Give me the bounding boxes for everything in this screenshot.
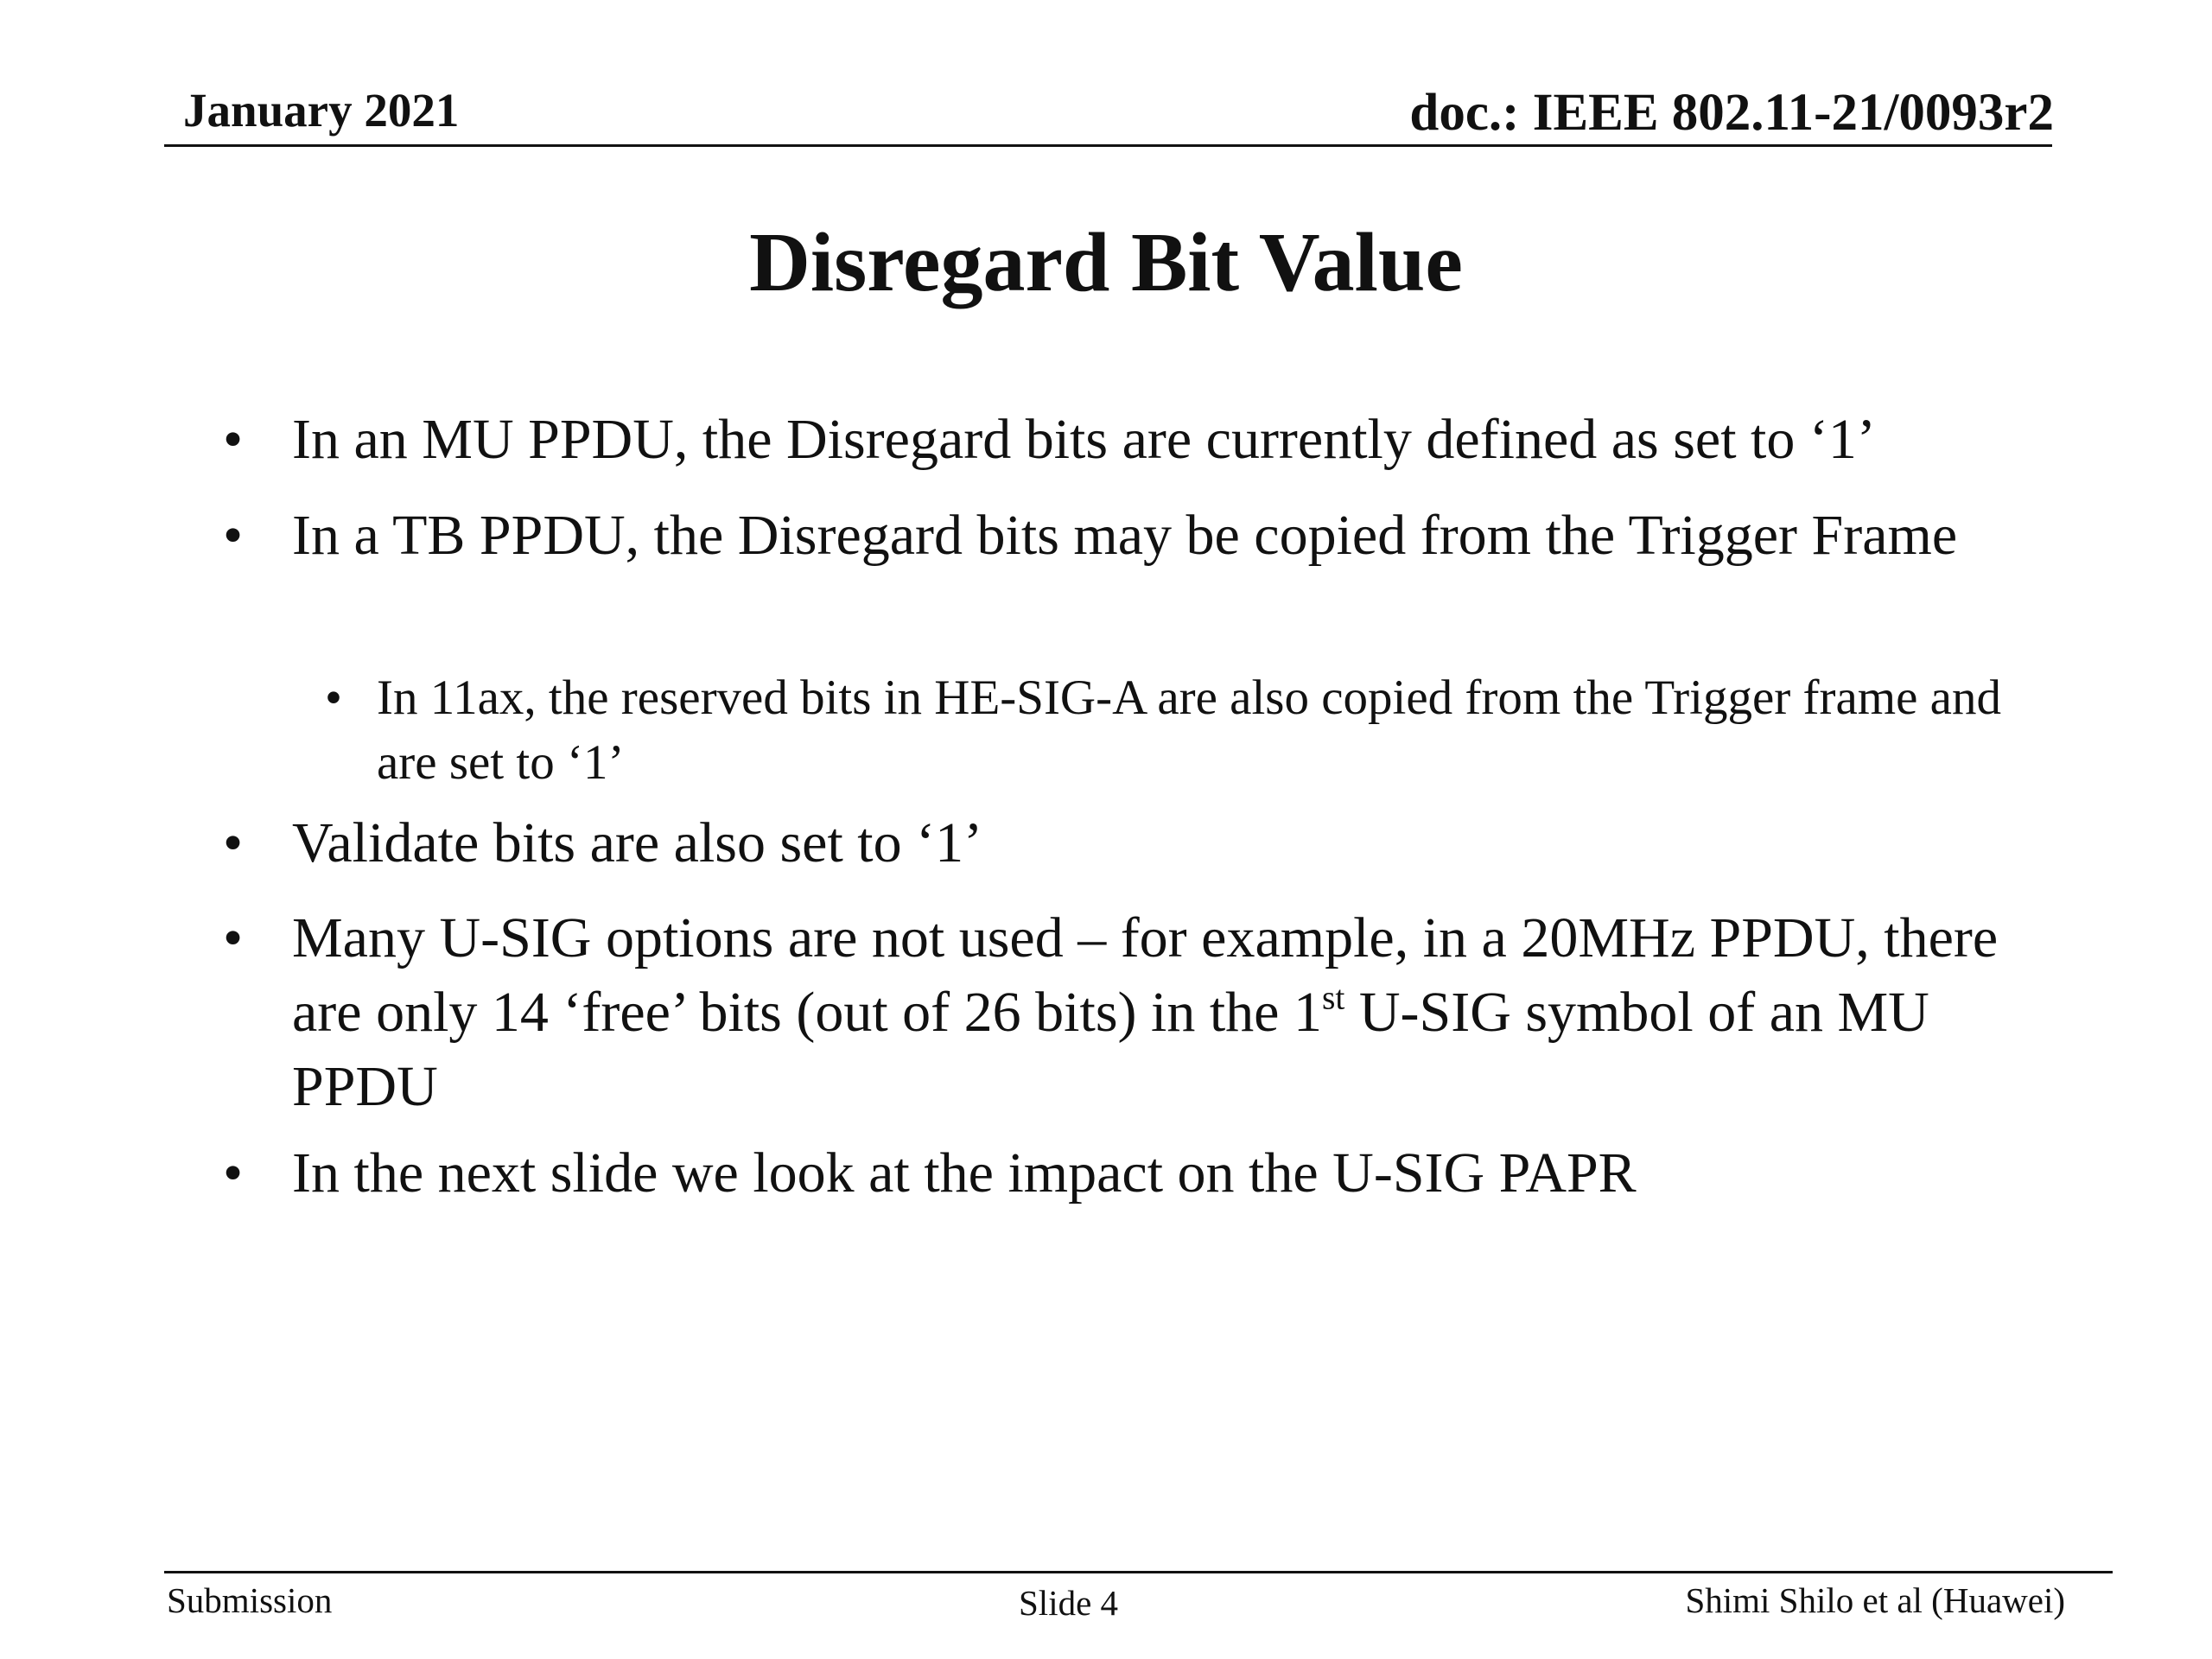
bullet-item [223,403,2124,477]
bullet-marker: • [223,1141,244,1205]
bullet-text: In a TB PPDU, the Disregard bits may be copied from the Trigger Frame [292,504,1958,567]
header-date: January 2021 [183,84,460,137]
bullet-marker: • [223,504,244,567]
bullet-item [223,499,2020,573]
footer-authors: Shimi Shilo et al (Huawei) [1685,1580,2065,1620]
bullet-marker: • [223,906,244,969]
header-divider [164,144,2052,147]
bullet-item [223,806,2124,880]
bullet-marker: • [223,811,244,874]
bullet-item [223,901,2072,1124]
slide-title: Disregard Bit Value [749,216,1463,309]
bullet-marker: • [325,671,342,725]
sub-bullet-text: In 11ax, the reserved bits in HE-SIG-A are also copied from the Trigger frame and are set to ‘1’ [377,671,2001,790]
bullet-item [223,1136,2124,1211]
bullet-text-before: Many U-SIG options are not used – for example, in a 20MHz PPDU, there are only 14 ‘free’ bits (out of 26 bits) in the 1 [292,906,1999,1044]
bullet-text: Validate bits are also set to ‘1’ [292,811,983,874]
bullet-text-after: U-SIG symbol of an MU PPDU [292,981,1929,1118]
bullet-text: In an MU PPDU, the Disregard bits are currently defined as set to ‘1’ [292,408,1876,471]
bullet-marker: • [223,408,244,471]
bullet-text: In the next slide we look at the impact on the U-SIG PAPR [292,1141,1637,1205]
bullet-text [292,906,1998,1118]
footer-divider [164,1571,2113,1573]
sub-bullet-item [325,665,2070,795]
footer-submission: Submission [167,1580,333,1620]
footer-slide-number: Slide 4 [1019,1583,1119,1623]
header-doc-id: doc.: IEEE 802.11-21/0093r2 [1409,84,2054,142]
superscript: st [1321,978,1345,1017]
